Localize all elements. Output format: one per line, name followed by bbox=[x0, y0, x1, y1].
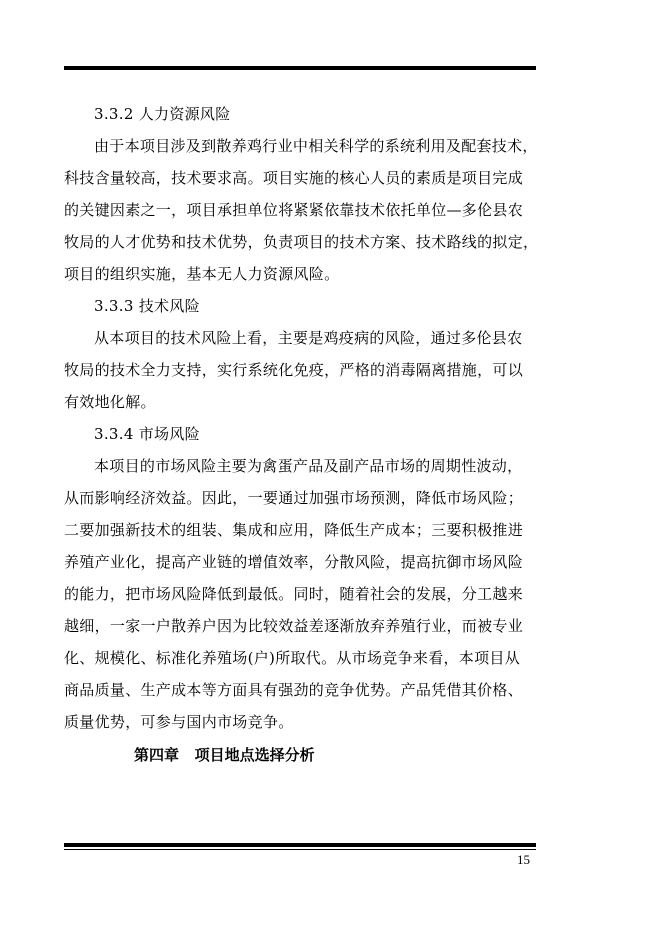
footer-rule-thick bbox=[64, 843, 536, 847]
paragraph-line: 的关键因素之一，项目承担单位将紧紧依靠技术依托单位—多伦县农 bbox=[64, 201, 524, 219]
paragraph-line: 牧局的人才优势和技术优势，负责项目的技术方案、技术路线的拟定， bbox=[64, 233, 539, 251]
paragraph-line: 由于本项目涉及到散养鸡行业中相关科学的系统利用及配套技术， bbox=[94, 137, 538, 155]
paragraph-line: 商品质量、生产成本等方面具有强劲的竞争优势。产品凭借其价格、 bbox=[64, 681, 524, 699]
section-heading-3-3-3: 3.3.3 技术风险 bbox=[94, 297, 200, 315]
section-heading-3-3-4: 3.3.4 市场风险 bbox=[94, 425, 200, 443]
page-number: 15 bbox=[517, 852, 530, 867]
paragraph-line: 二要加强新技术的组装、集成和应用，降低生产成本；三要积极推进 bbox=[64, 521, 524, 539]
paragraph-line: 从本项目的技术风险上看，主要是鸡疫病的风险，通过多伦县农 bbox=[94, 329, 523, 347]
chapter-title: 第四章 项目地点选择分析 bbox=[134, 746, 315, 764]
paragraph-line: 有效地化解。 bbox=[64, 393, 156, 411]
section-heading-3-3-2: 3.3.2 人力资源风险 bbox=[94, 105, 231, 123]
footer-rule-thin bbox=[64, 849, 536, 850]
paragraph-line: 养殖产业化，提高产业链的增值效率，分散风险，提高抗御市场风险 bbox=[64, 553, 524, 571]
header-rule bbox=[64, 66, 536, 70]
paragraph-line: 质量优势，可参与国内市场竞争。 bbox=[64, 713, 294, 731]
paragraph-line: 从而影响经济效益。因此，一要通过加强市场预测，降低市场风险； bbox=[64, 489, 524, 507]
paragraph-line: 本项目的市场风险主要为禽蛋产品及副产品市场的周期性波动， bbox=[94, 457, 523, 475]
paragraph-line: 科技含量较高，技术要求高。项目实施的核心人员的素质是项目完成 bbox=[64, 169, 524, 187]
document-body bbox=[64, 98, 540, 772]
paragraph-line: 项目的组织实施，基本无人力资源风险。 bbox=[64, 265, 340, 283]
paragraph-line: 牧局的技术全力支持，实行系统化免疫，严格的消毒隔离措施，可以 bbox=[64, 361, 524, 379]
paragraph-line: 的能力，把市场风险降低到最低。同时，随着社会的发展，分工越来 bbox=[64, 585, 524, 603]
paragraph-line: 化、规模化、标准化养殖场(户)所取代。从市场竞争来看，本项目从 bbox=[64, 649, 521, 667]
paragraph-line: 越细，一家一户散养户因为比较效益差逐渐放弃养殖行业，而被专业 bbox=[64, 617, 524, 635]
